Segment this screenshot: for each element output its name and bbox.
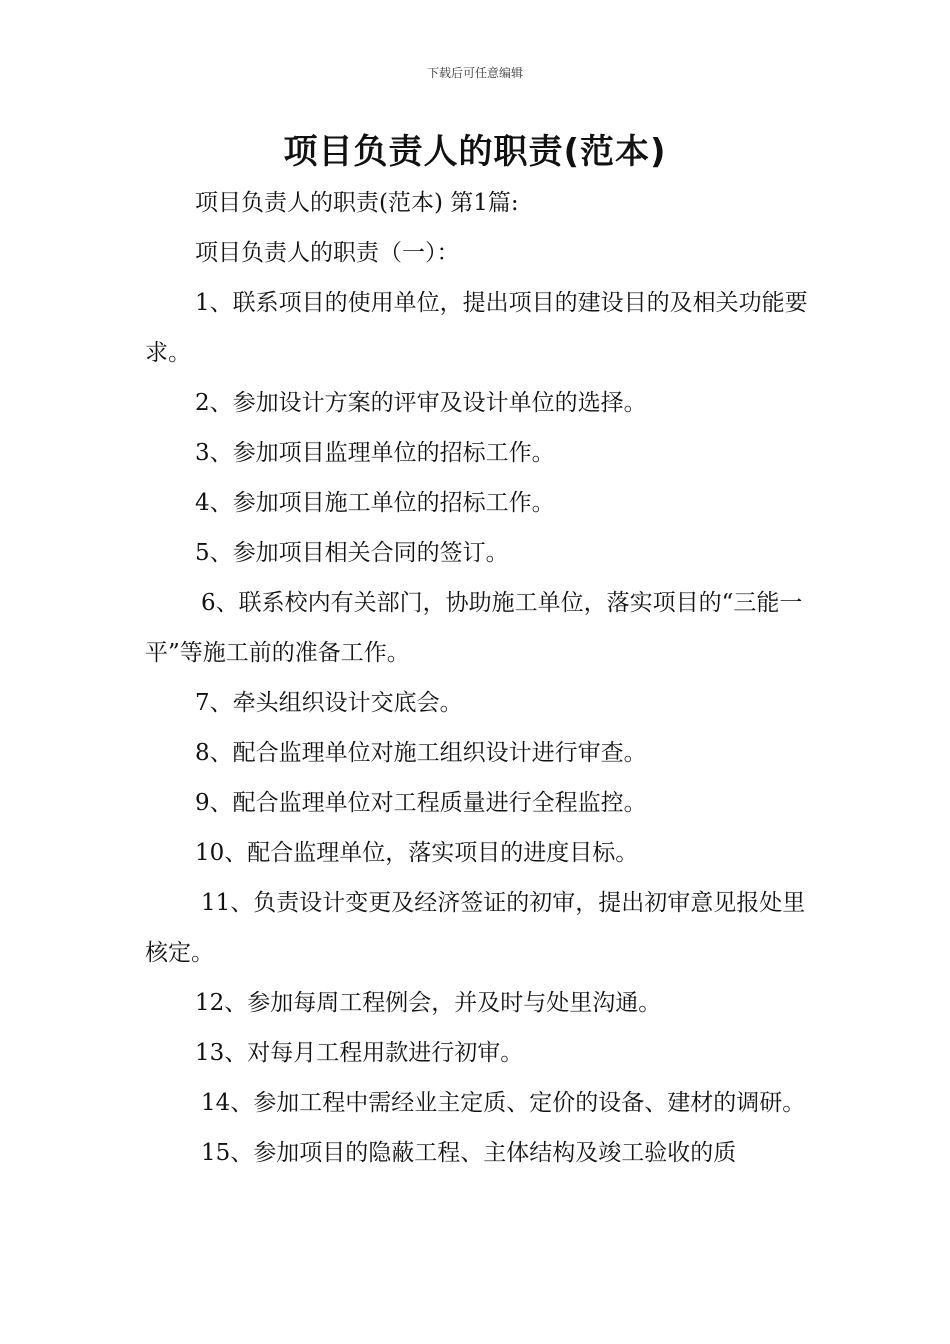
paragraph-subheading: 项目负责人的职责（一）： [195, 240, 460, 266]
paragraph-item-3: 3、参加项目监理单位的招标工作。 [195, 440, 555, 466]
paragraph-item-1: 1、联系项目的使用单位，提出项目的建设目的及相关功能要求。 [145, 290, 808, 366]
paragraph-item-12: 12、参加每周工程例会，并及时与处里沟通。 [195, 990, 662, 1016]
document-title: 项目负责人的职责(范本) [283, 132, 667, 172]
paragraph-item-2: 2、参加设计方案的评审及设计单位的选择。 [195, 390, 647, 416]
paragraph-item-5: 5、参加项目相关合同的签订。 [195, 540, 509, 566]
paragraph-item-7: 7、牵头组织设计交底会。 [195, 690, 463, 716]
paragraph-item-6: 6、联系校内有关部门，协助施工单位，落实项目的“三能一平”等施工前的准备工作。 [145, 590, 803, 666]
header-note: 下载后可任意编辑 [426, 66, 523, 80]
paragraph-section-heading: 项目负责人的职责(范本) 第1篇: [195, 190, 519, 216]
paragraph-item-4: 4、参加项目施工单位的招标工作。 [195, 490, 555, 516]
paragraph-item-13: 13、对每月工程用款进行初审。 [195, 1040, 524, 1066]
document-body [145, 178, 815, 1178]
paragraph-item-10: 10、配合监理单位，落实项目的进度目标。 [195, 840, 639, 866]
paragraph-item-15: 15、参加项目的隐蔽工程、主体结构及竣工验收的质 [201, 1140, 737, 1166]
paragraph-item-14: 14、参加工程中需经业主定质、定价的设备、建材的调研。 [201, 1090, 806, 1116]
paragraph-item-11: 11、负责设计变更及经济签证的初审，提出初审意见报处里核定。 [145, 890, 806, 966]
paragraph-item-9: 9、配合监理单位对工程质量进行全程监控。 [195, 790, 647, 816]
paragraph-item-8: 8、配合监理单位对施工组织设计进行审查。 [195, 740, 647, 766]
